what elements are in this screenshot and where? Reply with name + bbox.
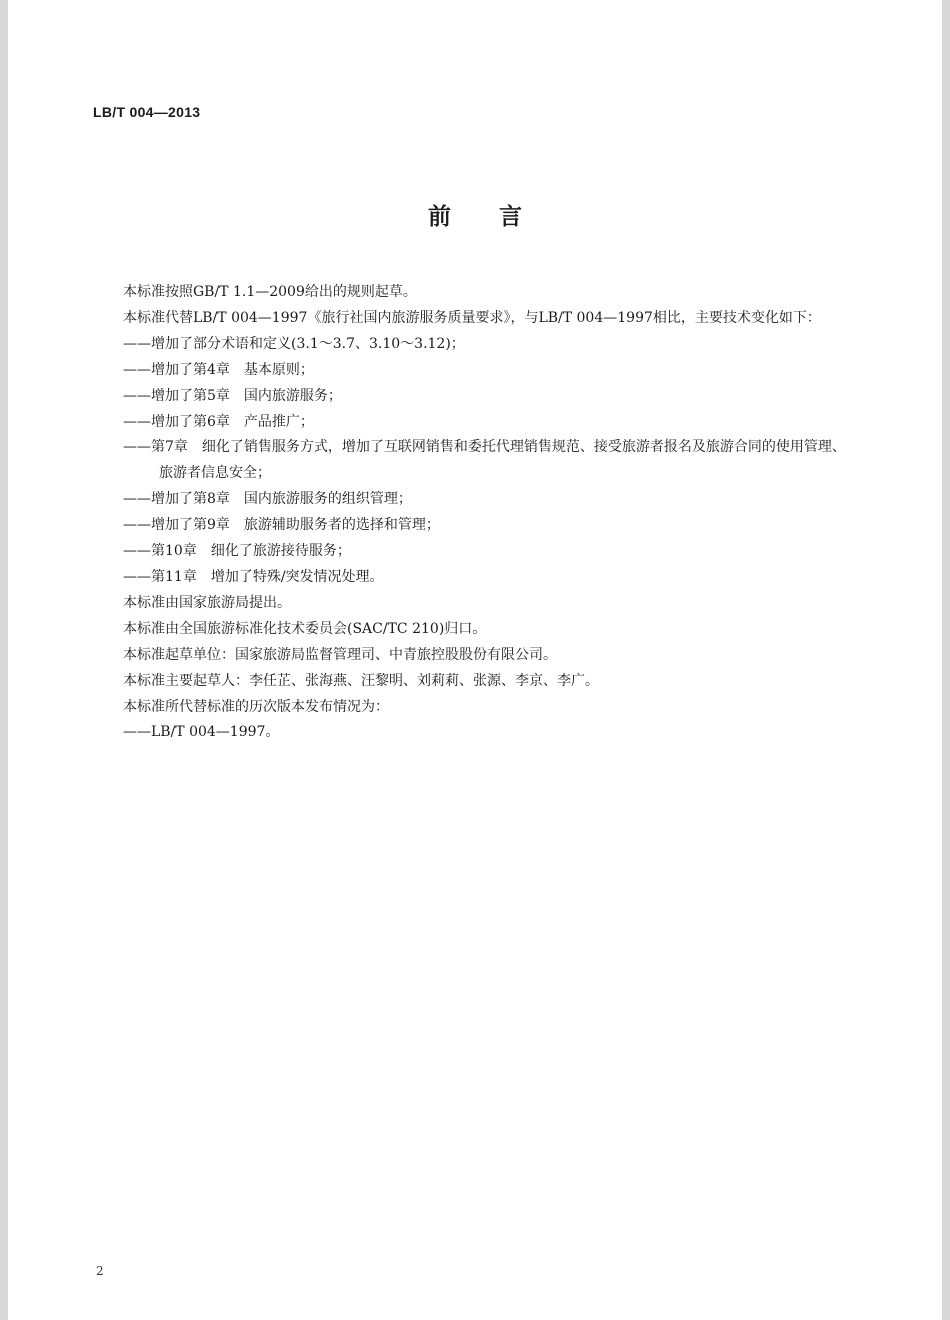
list-item: ——增加了第8章 国内旅游服务的组织管理； (123, 491, 412, 508)
paragraph-drafters: 本标准主要起草人：李任芷、张海燕、汪黎明、刘莉莉、张源、李京、李广。 (123, 672, 599, 689)
list-item: ——增加了第5章 国内旅游服务； (123, 387, 342, 404)
page-number: 2 (96, 1264, 104, 1278)
list-item: ——增加了部分术语和定义(3.1～3.7、3.10～3.12)； (123, 335, 465, 352)
paragraph-replacement: 本标准代替LB/T 004—1997《旅行社国内旅游服务质量要求》，与LB/T 004—1997相比，主要技术变化如下： (123, 309, 821, 326)
changes-list (93, 332, 853, 591)
list-item: ——LB/T 004—1997。 (123, 724, 280, 741)
page-title: 前言 (428, 204, 570, 230)
paragraph-committee: 本标准由全国旅游标准化技术委员会(SAC/TC 210)归口。 (123, 620, 487, 637)
paragraph-drafting-rules: 本标准按照GB/T 1.1—2009给出的规则起草。 (123, 284, 417, 300)
list-item: ——第7章 细化了销售服务方式，增加了互联网销售和委托代理销售规范、接受旅游者报名及旅游合同的使用管理、旅游者信息安全； (123, 439, 846, 482)
list-item: ——第10章 细化了旅游接待服务； (123, 543, 351, 560)
paragraph-proposer: 本标准由国家旅游局提出。 (123, 594, 291, 611)
list-item: ——增加了第6章 产品推广； (123, 413, 314, 430)
history-list (93, 720, 853, 746)
list-item: ——第11章 增加了特殊/突发情况处理。 (123, 568, 384, 585)
standard-code: LB/T 004—2013 (93, 104, 201, 120)
paragraph-drafting-units: 本标准起草单位：国家旅游局监督管理司、中青旅控股股份有限公司。 (123, 646, 557, 663)
document-body (93, 280, 853, 746)
list-item: ——增加了第9章 旅游辅助服务者的选择和管理； (123, 517, 440, 534)
paragraph-history-intro: 本标准所代替标准的历次版本发布情况为： (123, 698, 389, 715)
list-item: ——增加了第4章 基本原则； (123, 361, 314, 378)
